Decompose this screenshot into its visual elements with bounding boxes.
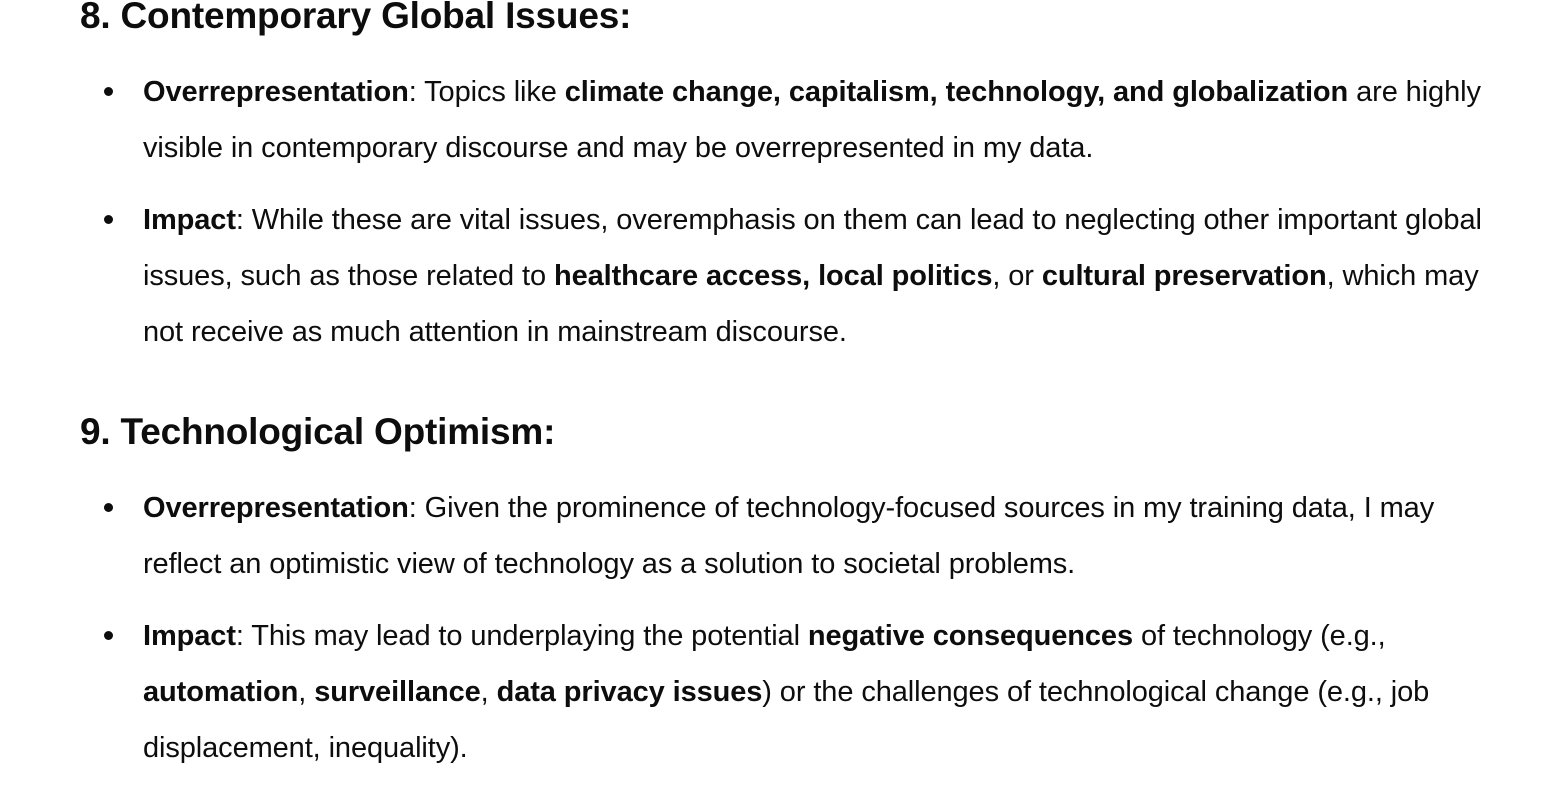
text-run: ,	[480, 676, 497, 708]
bullet-list	[80, 480, 1500, 776]
bold-text: climate change, capitalism, technology, and globalization	[564, 76, 1349, 108]
bold-text: data privacy issues	[496, 676, 763, 708]
section-heading: 8. Contemporary Global Issues:	[80, 0, 632, 36]
list-item	[80, 608, 1500, 776]
bold-text: healthcare access, local politics	[553, 260, 993, 292]
bold-text: automation	[143, 676, 299, 708]
bullet-icon	[104, 87, 113, 96]
text-run: , which may not receive as much attention in mainstream discourse.	[143, 260, 1479, 348]
bold-text: Impact	[143, 620, 236, 652]
list-item	[80, 192, 1500, 360]
bold-text: Impact	[143, 204, 236, 236]
bold-text: cultural preservation	[1041, 260, 1327, 292]
section-heading: 9. Technological Optimism:	[80, 411, 556, 452]
text-run: : Given the prominence of technology-focused sources in my training data, I may reflect an optimistic view of technology as a solution to societal problems.	[143, 492, 1435, 580]
bullet-icon	[104, 215, 113, 224]
bullet-icon	[104, 503, 113, 512]
bold-text: surveillance	[314, 676, 481, 708]
bold-text: Overrepresentation	[143, 76, 409, 108]
bold-text: Overrepresentation	[143, 492, 409, 524]
text-run: ,	[298, 676, 315, 708]
text-run: of technology (e.g.,	[1132, 620, 1386, 652]
bold-text: negative consequences	[807, 620, 1133, 652]
text-run: : While these are vital issues, overemphasis on them can lead to neglecting other important global issues, such as those related to	[143, 204, 1482, 292]
text-run: , or	[992, 260, 1042, 292]
bullet-list	[80, 64, 1500, 360]
text-run: ) or the challenges of technological change (e.g., job displacement, inequality).	[143, 676, 1430, 764]
list-item	[80, 64, 1500, 176]
text-run: : Topics like	[408, 76, 565, 108]
bullet-icon	[104, 631, 113, 640]
list-item	[80, 480, 1500, 592]
text-run: : This may lead to underplaying the potential	[235, 620, 808, 652]
text-run: are highly visible in contemporary discourse and may be overrepresented in my data.	[143, 76, 1481, 164]
